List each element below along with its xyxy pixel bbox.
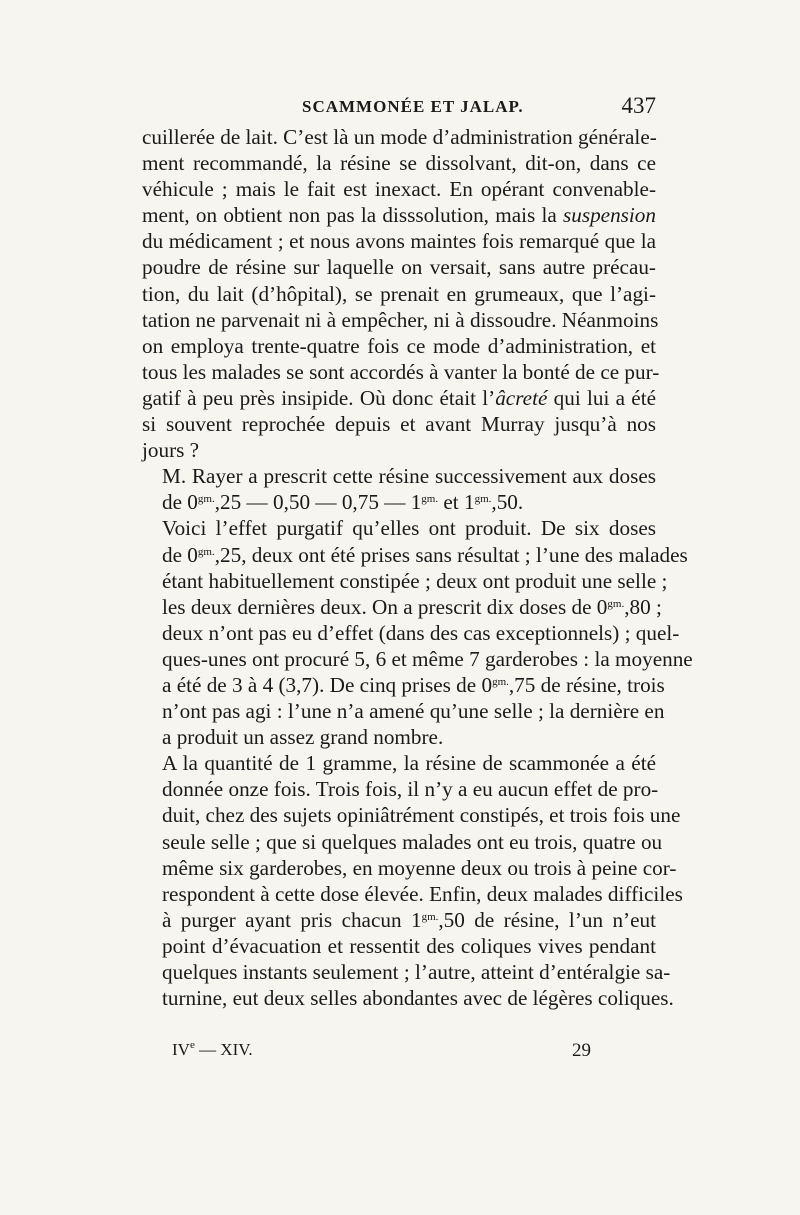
page-number: 437 bbox=[621, 93, 656, 118]
text-line: poudre de résine sur laquelle on versait, sans autre précau- bbox=[142, 255, 656, 280]
text-line: véhicule ; mais le fait est inexact. En opérant convenable- bbox=[142, 177, 656, 202]
text-line: n’ont pas agi : l’une n’a amené qu’une selle ; la dernière en bbox=[162, 699, 665, 724]
paragraph bbox=[142, 515, 693, 750]
text-line: étant habituellement constipée ; deux ont produit une selle ; bbox=[162, 568, 668, 593]
text-line: gatif à peu près insipide. Où donc était l’âcreté qui lui a été bbox=[142, 385, 656, 410]
text-line: deux n’ont pas eu d’effet (dans des cas exceptionnels) ; quel- bbox=[162, 620, 680, 645]
text-line: tous les malades se sont accordés à vanter la bonté de ce pur- bbox=[142, 359, 660, 384]
text-line: turnine, eut deux selles abondantes avec de légères coliques. bbox=[162, 986, 674, 1011]
text-line: M. Rayer a prescrit cette résine successivement aux doses bbox=[162, 464, 656, 489]
text-line: point d’évacuation et ressentit des coliques vives pendant bbox=[162, 933, 656, 958]
sheet-number: 29 bbox=[572, 1040, 591, 1061]
page-header bbox=[142, 93, 656, 123]
text-line: on employa trente-quatre fois ce mode d’administration, et bbox=[142, 333, 656, 358]
paragraph bbox=[142, 750, 683, 1011]
text-line: de $0^{gm.},25$ — 0,50 — 0,75 — $1^{gm.}$ et $1^{gm.},50$. bbox=[162, 490, 524, 515]
text-line: ment recommandé, la résine se dissolvant, dit-on, dans ce bbox=[142, 151, 656, 176]
text-line: quelques instants seulement ; l’autre, atteint d’entéralgie sa- bbox=[162, 960, 671, 984]
paragraph bbox=[142, 124, 660, 463]
text-line: duit, chez des sujets opiniâtrément constipés, et trois fois une bbox=[162, 803, 681, 828]
running-title: SCAMMONÉE ET JALAP. bbox=[302, 97, 524, 116]
text-line: ment, on obtient non pas la disssolution, mais la suspension bbox=[142, 203, 656, 228]
text-line: les deux dernières deux. On a prescrit dix doses de $0^{gm.},80$ ; bbox=[162, 594, 662, 619]
text-line: seule selle ; que si quelques malades ont eu trois, quatre ou bbox=[162, 829, 663, 854]
text-line: si souvent reprochée depuis et avant Murray jusqu’à nos bbox=[142, 412, 656, 437]
text-line: respondent à cette dose élevée. Enfin, deux malades difficiles bbox=[162, 881, 683, 906]
paragraph bbox=[142, 463, 656, 515]
text-line: jours ? bbox=[142, 438, 200, 463]
page-footer bbox=[142, 1040, 656, 1068]
text-line: à purger ayant pris chacun $1^{gm.},50$ de résine, l’un n’eut bbox=[162, 907, 656, 932]
text-line: Voici l’effet purgatif qu’elles ont produit. De six doses bbox=[162, 516, 656, 541]
text-line: tation ne parvenait ni à empêcher, ni à dissoudre. Néanmoins bbox=[142, 307, 659, 332]
text-line: A la quantité de 1 gramme, la résine de scammonée a été bbox=[162, 751, 656, 776]
text-line: ques-unes ont procuré 5, 6 et même 7 garderobes : la moyenne bbox=[162, 646, 693, 671]
text-line: même six garderobes, en moyenne deux ou trois à peine cor- bbox=[162, 855, 677, 880]
text-line: donnée onze fois. Trois fois, il n’y a eu aucun effet de pro- bbox=[162, 777, 659, 802]
text-line: a produit un assez grand nombre. bbox=[162, 725, 444, 750]
text-line: tion, du lait (d’hôpital), se prenait en grumeaux, que l’agi- bbox=[142, 281, 656, 306]
text-line: a été de 3 à 4 (3,7). De cinq prises de $0^{gm.},75$ de résine, trois bbox=[162, 672, 665, 697]
text-line: du médicament ; et nous avons maintes fois remarqué que la bbox=[142, 229, 656, 254]
body-text bbox=[142, 124, 693, 1011]
text-line: cuillerée de lait. C’est là un mode d’administration générale- bbox=[142, 125, 657, 149]
signature-mark: IVe — XIV. bbox=[172, 1039, 253, 1059]
text-line: de $0^{gm.},25$, deux ont été prises sans résultat ; l’une des malades bbox=[162, 542, 688, 567]
